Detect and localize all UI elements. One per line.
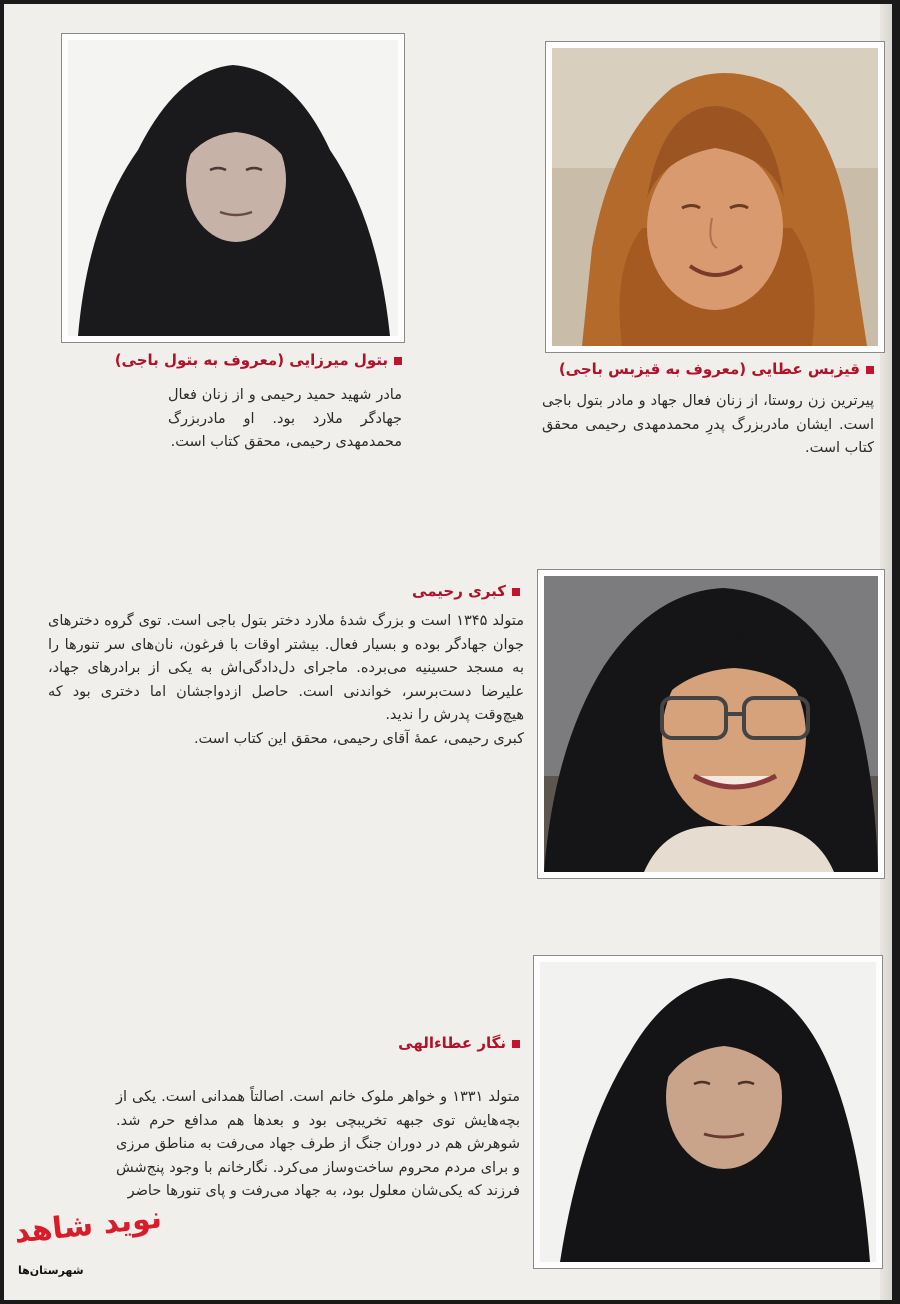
profile-bio <box>168 384 402 455</box>
profile-name-text: کبری رحیمی <box>412 582 506 600</box>
profile-bio-text: پیرترین زن روستا، از زنان فعال جهاد و مادر بتول باجی است. ایشان مادربزرگ پدرِ محمدمهدی رحیمی محقق کتاب است. <box>542 393 874 456</box>
scanned-page <box>4 4 892 1300</box>
profile-name-text: بتول میرزایی (معروف به بتول باجی) <box>114 351 388 369</box>
profile-bio <box>542 390 874 461</box>
portrait-image <box>544 576 878 872</box>
profile-name-text: قیزبس عطایی (معروف به قیزبس باجی) <box>558 360 860 378</box>
photo-kobra-rahimi <box>538 570 884 878</box>
profile-bio-text: متولد ۱۳۴۵ است و بزرگ شدهٔ ملارد دختر بتول باجی است. توی گروه دخترهای جوان جهادگر بوده و بسیار فعال. بیشتر اوقات با فرغون، نان‌های سر تنورها را به مسجد حسینیه می‌برده. ماجرای دل‌دادگی‌اش به یکی از برادرهای جهاد، علیرضا دست‌برسر، خواندنی است. حاصل ازدواجشان اما دختری بود که هیچ‌وقت پدرش را ندید. <box>48 613 524 723</box>
profile-name <box>115 351 402 369</box>
logo-text: نوید شاهد <box>12 1200 164 1251</box>
logo-subtitle: شهرستان‌ها <box>18 1264 84 1277</box>
navid-shahed-logo <box>12 1200 164 1294</box>
photo-ghizbas-atayi <box>546 42 884 352</box>
photo-batoul-mirzayi <box>62 34 404 342</box>
profile-name-text: نگار عطاءالهی <box>398 1034 506 1052</box>
photo-negar-ataollahi <box>534 956 882 1268</box>
profile-name <box>398 1034 520 1052</box>
bullet-square <box>866 366 874 374</box>
profile-bio <box>116 1086 520 1204</box>
profile-bio-text: مادر شهید حمید رحیمی و از زنان فعال جهادگر ملارد بود. او مادربزرگ محمدمهدی رحیمی، محقق کتاب است. <box>168 387 402 450</box>
profile-bio-text: کبری رحیمی، عمهٔ آقای رحیمی، محقق این کتاب است. <box>193 730 524 747</box>
portrait-image <box>540 962 876 1262</box>
portrait-image <box>68 40 398 336</box>
profile-name <box>559 360 874 378</box>
profile-bio-text: متولد ۱۳۳۱ و خواهر ملوک خانم است. اصالتاً همدانی است. یکی از بچه‌هایش توی جبهه تخریبچی بود و بعدها هم مدافع حرم شد. شوهرش هم در دوران جنگ از طرف جهاد می‌رفت به مناطق مرزی و برای مردم محروم ساخت‌وساز می‌کرد. نگارخانم با وجود پنج‌شش فرزند که یکی‌شان معلول بود، به جهاد می‌رفت و پای تنورها حاضر <box>116 1089 521 1199</box>
profile-bio <box>48 610 524 751</box>
bullet-square <box>512 588 520 596</box>
profile-name <box>412 582 520 600</box>
bullet-square <box>394 357 402 365</box>
bullet-square <box>512 1040 520 1048</box>
portrait-image <box>552 48 878 346</box>
